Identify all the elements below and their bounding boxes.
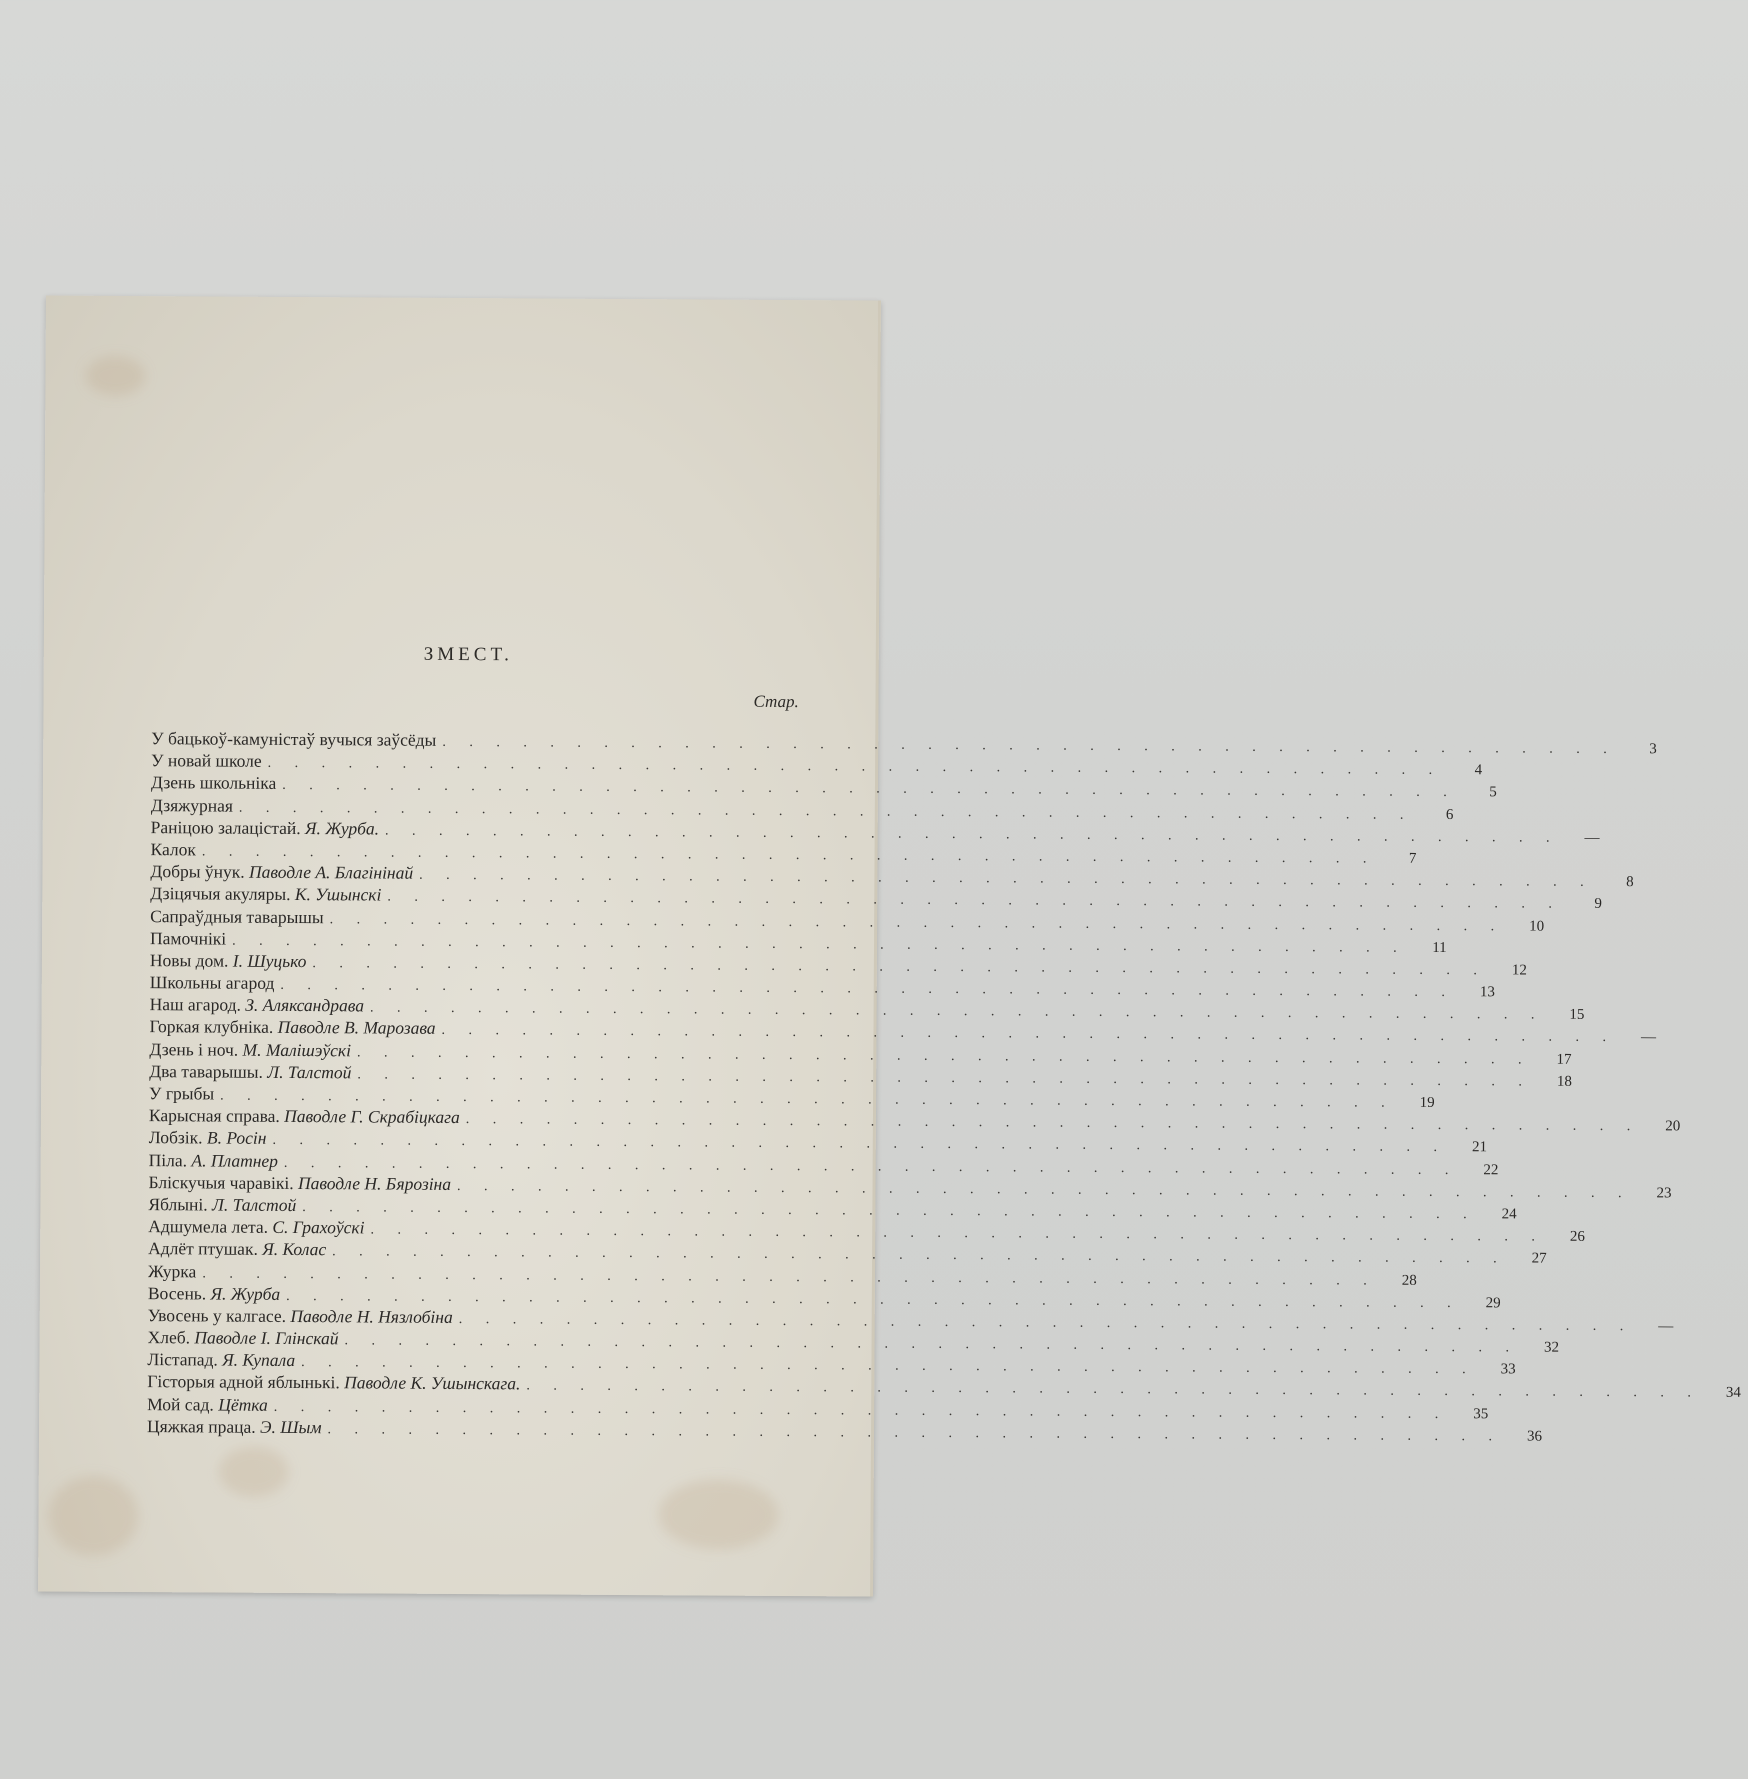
toc-entry-page-number: 8: [1626, 874, 1634, 891]
toc-entry-title-text: Гісторыя адной яблынькі.: [147, 1371, 340, 1393]
toc-entry-author: Л. Талстой: [267, 1061, 352, 1083]
toc-entry-title-text: Карысная справа.: [148, 1105, 280, 1127]
dot-leader: . . . . . . . . . . . . . . . . . . . . . . . . . . . . . . . . . . . . . . . . . . . .: [442, 734, 1617, 758]
dot-leader: . . . . . . . . . . . . . . . . . . . . . . . . . . . . . . . . . . . . . . . . . . . .: [441, 1023, 1617, 1046]
toc-entry-title-text: Горкая клубніка.: [149, 1016, 274, 1038]
toc-entry-page-number: 5: [1489, 784, 1497, 801]
toc-entry-title: [147, 1416, 322, 1438]
toc-entry-page-number: 19: [1419, 1094, 1435, 1111]
dot-leader: . . . . . . . . . . . . . . . . . . . . . . . . . . . . . . . . . . . . . . . . . . . .: [387, 889, 1562, 913]
toc-entry-title-text: Хлеб.: [147, 1327, 191, 1348]
toc-entry-title: [149, 1105, 460, 1128]
dot-leader: . . . . . . . . . . . . . . . . . . . . . . . . . . . . . . . . . . . . . . . . . . . .: [312, 955, 1487, 979]
dot-leader: . . . . . . . . . . . . . . . . . . . . . . . . . . . . . . . . . . . . . . . . . . . .: [280, 977, 1455, 1001]
toc-entry-title: [148, 1194, 296, 1216]
toc-entry-page-number: 17: [1556, 1051, 1572, 1068]
dot-leader: . . . . . . . . . . . . . . . . . . . . . . . . . . . . . . . . . . . . . . . . . . . .: [232, 933, 1407, 956]
toc-entry-page-number: 35: [1473, 1405, 1489, 1422]
dot-leader: . . . . . . . . . . . . . . . . . . . . . . . . . . . . . . . . . . . . . . . . . . . .: [282, 778, 1457, 801]
toc-entry-author: Э. Шым: [259, 1416, 322, 1437]
toc-entry-author: Паводле В. Марозава: [277, 1017, 436, 1039]
toc-entry-page-number: 10: [1529, 918, 1545, 935]
toc-entry-author: Паводле І. Глінскай: [194, 1327, 339, 1349]
toc-entry-title-text: Дзіцячыя акуляры.: [150, 883, 291, 905]
toc-entry-title-text: Дзень і ноч.: [149, 1038, 239, 1060]
dot-leader: . . . . . . . . . . . . . . . . . . . . . . . . . . . . . . . . . . . . . . . . . . . .: [202, 1265, 1377, 1289]
toc-entry-author: З. Аляксандрава: [245, 994, 365, 1016]
dot-leader: . . . . . . . . . . . . . . . . . . . . . . . . . . . . . . . . . . . . . . . . . . . .: [238, 800, 1414, 823]
toc-entry-author: Я. Журба: [210, 1283, 281, 1304]
toc-entry-title: [148, 1283, 280, 1305]
toc-entry-title: [149, 1150, 278, 1172]
toc-entry-title-text: Цяжкая праца.: [147, 1415, 256, 1437]
toc-entry-page-number: 32: [1543, 1339, 1560, 1356]
dot-leader: . . . . . . . . . . . . . . . . . . . . . . . . . . . . . . . . . . . . . . . . . . . .: [456, 1178, 1632, 1201]
toc-entry-title-text: Наш агарод.: [149, 994, 241, 1015]
toc-entry-title: [147, 1372, 520, 1395]
toc-entry-title-text: Сапраўдныя таварышы: [150, 905, 324, 927]
toc-entry-title: [151, 817, 379, 839]
toc-entry-title-text: У бацькоў-камуністаў вучыся заўсёды: [151, 728, 437, 750]
toc-entry-author: Паводле К. Ушынскага.: [344, 1372, 521, 1394]
toc-entry-page-number: 26: [1569, 1228, 1585, 1246]
toc-entry-title: [150, 972, 275, 994]
toc-entry-author: Паводле Н. Нязлобіна: [290, 1305, 453, 1327]
dot-leader: . . . . . . . . . . . . . . . . . . . . . . . . . . . . . . . . . . . . . . . . . . . .: [369, 1000, 1545, 1023]
toc-entry-title: [148, 1327, 339, 1349]
toc-entry-page-number: 29: [1485, 1294, 1501, 1312]
page-column-label: Стар.: [753, 691, 799, 712]
toc-entry-author: Я. Купала: [222, 1349, 296, 1371]
toc-entry-title: [149, 1017, 435, 1040]
toc-entry-title: [149, 1061, 351, 1083]
toc-entry-page-number: 3: [1649, 741, 1657, 758]
toc-entry-title: [147, 1349, 295, 1371]
dot-leader: . . . . . . . . . . . . . . . . . . . . . . . . . . . . . . . . . . . . . . . . . . . .: [356, 1045, 1532, 1068]
toc-entry-title-text: Адлёт птушак.: [148, 1238, 258, 1260]
dot-leader: . . . . . . . . . . . . . . . . . . . . . . . . . . . . . . . . . . . . . . . . . . . .: [272, 1133, 1448, 1156]
dot-leader: . . . . . . . . . . . . . . . . . . . . . . . . . . . . . . . . . . . . . . . . . . . .: [419, 867, 1594, 891]
dot-leader: . . . . . . . . . . . . . . . . . . . . . . . . . . . . . . . . . . . . . . . . . . . .: [465, 1112, 1641, 1135]
toc-entry-title-text: Дзяжурная: [150, 794, 234, 816]
toc-entry-title: [148, 1305, 453, 1328]
toc-entry-title-text: Памочнікі: [149, 927, 227, 949]
toc-entry-page-number: 15: [1569, 1007, 1585, 1024]
toc-entry-title-text: Новы дом.: [149, 949, 229, 971]
dot-leader: . . . . . . . . . . . . . . . . . . . . . . . . . . . . . . . . . . . . . . . . . . . .: [370, 1222, 1545, 1245]
toc-entry-title-text: Добры ўнук.: [150, 861, 245, 882]
toc-entry-title: [149, 1083, 214, 1104]
toc-entry-page-number: 12: [1511, 962, 1527, 979]
toc-entry-page-number: 21: [1471, 1139, 1488, 1156]
toc-entry-page-number: 18: [1556, 1073, 1572, 1090]
toc-entry-author: Цётка: [218, 1394, 268, 1415]
toc-entry-author: А. Платнер: [191, 1149, 279, 1171]
toc-entry-page-number: 33: [1500, 1361, 1516, 1378]
toc-entry-author: Паводле Г. Скрабіцкага: [284, 1106, 460, 1128]
toc-entry-title: [150, 994, 364, 1016]
paper-stain: [219, 1447, 289, 1497]
toc-entry-author: К. Ушынскі: [294, 884, 382, 905]
dot-leader: . . . . . . . . . . . . . . . . . . . . . . . . . . . . . . . . . . . . . . . . . . . .: [357, 1067, 1532, 1090]
toc-entry-title-text: Адшумела лета.: [148, 1216, 269, 1237]
dot-leader: . . . . . . . . . . . . . . . . . . . . . . . . . . . . . . . . . . . . . . . . . . . .: [329, 911, 1505, 934]
dot-leader: . . . . . . . . . . . . . . . . . . . . . . . . . . . . . . . . . . . . . . . . . . . .: [286, 1288, 1461, 1311]
toc-entry-title-text: Раніцою залацістай.: [150, 816, 301, 838]
toc-entry-title-text: Школьны агарод: [149, 972, 275, 993]
toc-entry-author: В. Росін: [206, 1127, 267, 1149]
toc-entry-title: [149, 1127, 267, 1149]
toc-entry-title: [148, 1261, 196, 1282]
toc-entry-page-number: 13: [1479, 984, 1495, 1001]
toc-entry-page-number: —: [1641, 1029, 1657, 1046]
dot-leader: . . . . . . . . . . . . . . . . . . . . . . . . . . . . . . . . . . . . . . . . . . . .: [301, 1355, 1476, 1378]
toc-entry-title: [150, 861, 413, 884]
toc-entry-title: [150, 883, 381, 905]
toc-entry-page-number: 20: [1665, 1118, 1681, 1135]
toc-entry-page-number: 23: [1656, 1185, 1672, 1202]
toc-entry-title-text: Піла.: [148, 1149, 188, 1170]
dot-leader: . . . . . . . . . . . . . . . . . . . . . . . . . . . . . . . . . . . . . . . . . . . .: [201, 844, 1377, 867]
toc-entry-page-number: 24: [1501, 1206, 1517, 1223]
dot-leader: . . . . . . . . . . . . . . . . . . . . . . . . . . . . . . . . . . . . . . . . . . . .: [344, 1333, 1520, 1356]
toc-entry-title-text: Бліскучыя чаравікі.: [148, 1171, 294, 1193]
dot-leader: . . . . . . . . . . . . . . . . . . . . . . . . . . . . . . . . . . . . . . . . . . . .: [302, 1199, 1477, 1223]
paper-stain: [85, 356, 145, 396]
toc-entry-title-text: Лобзік.: [148, 1127, 203, 1148]
toc-entry-title-text: Мой сад.: [147, 1393, 214, 1415]
dot-leader: . . . . . . . . . . . . . . . . . . . . . . . . . . . . . . . . . . . . . . . . . . . .: [267, 756, 1443, 779]
toc-entry-page-number: 4: [1474, 762, 1483, 779]
toc-entry-title: [150, 928, 226, 949]
toc-entry-title-text: Журка: [147, 1260, 197, 1281]
toc-entry-title: [148, 1172, 451, 1195]
toc-entry-title: [151, 839, 196, 860]
paper-stain: [658, 1479, 778, 1550]
toc-entry-title-text: Восень.: [147, 1282, 207, 1304]
toc-entry-title: [151, 750, 262, 772]
toc-entry-title-text: Яблыні.: [148, 1194, 208, 1215]
toc-entry-title-text: У новай школе: [151, 750, 262, 771]
toc-entry-page-number: —: [1658, 1318, 1674, 1335]
dot-leader: . . . . . . . . . . . . . . . . . . . . . . . . . . . . . . . . . . . . . . . . . . . .: [283, 1155, 1459, 1178]
toc-entry-title-text: Дзень школьніка: [150, 772, 277, 794]
toc-entry-author: М. Малішэўскі: [242, 1039, 352, 1060]
toc-entry-page-number: 11: [1432, 939, 1447, 956]
toc-entry-title: [151, 772, 276, 794]
dot-leader: . . . . . . . . . . . . . . . . . . . . . . . . . . . . . . . . . . . . . . . . . . . .: [385, 823, 1560, 846]
toc-entry-title: [150, 950, 307, 972]
toc-entry-page-number: 9: [1594, 896, 1602, 913]
toc-entry-author: Я. Журба.: [305, 817, 380, 839]
toc-entry-page-number: 27: [1531, 1250, 1547, 1267]
toc-entry-title: [151, 795, 233, 817]
toc-entry-author: Л. Талстой: [211, 1194, 297, 1215]
toc-entry-author: І. Шуцько: [232, 950, 307, 971]
dot-leader: . . . . . . . . . . . . . . . . . . . . . . . . . . . . . . . . . . . . . . . . . . . .: [458, 1311, 1634, 1335]
toc-entry-title: [148, 1216, 364, 1238]
toc-entry-title: [150, 906, 324, 928]
book-page: [38, 295, 1741, 1596]
toc-entry-page-number: 7: [1408, 850, 1417, 867]
toc-entry-title: [147, 1394, 268, 1416]
toc-entry: [147, 1415, 1543, 1445]
toc-entry-page-number: 34: [1725, 1385, 1741, 1402]
toc-entry-title-text: Два таварышы.: [149, 1060, 263, 1082]
toc-heading: ЗМЕСТ.: [423, 643, 514, 666]
toc-entry-author: С. Грахоўскі: [272, 1216, 365, 1238]
toc-entry-author: Я. Колас: [262, 1239, 327, 1260]
toc-entry-author: Паводле Н. Бярозіна: [297, 1172, 452, 1194]
toc-entry-page-number: 36: [1526, 1428, 1543, 1445]
toc-entry-title-text: Увосень у калгасе.: [147, 1304, 287, 1326]
toc-entry-title-text: У грыбы: [149, 1083, 215, 1104]
toc-entry-page-number: 28: [1401, 1272, 1417, 1289]
toc-entry-page-number: —: [1584, 829, 1600, 846]
toc-entry-page-number: 6: [1445, 806, 1454, 823]
toc-entry-title: [151, 728, 436, 751]
dot-leader: . . . . . . . . . . . . . . . . . . . . . . . . . . . . . . . . . . . . . . . . . . . .: [327, 1422, 1503, 1445]
toc-entry-title: [148, 1238, 326, 1260]
toc-entry-author: Паводле А. Благінінай: [248, 861, 414, 883]
paper-stain: [48, 1476, 138, 1557]
toc-entry-page-number: 22: [1483, 1161, 1499, 1178]
dot-leader: . . . . . . . . . . . . . . . . . . . . . . . . . . . . . . . . . . . . . . . . . . . .: [273, 1399, 1449, 1422]
toc-entry-title-text: Лістапад.: [147, 1349, 218, 1370]
table-of-contents: [147, 728, 1741, 1445]
toc-entry-title: [149, 1039, 351, 1061]
dot-leader: . . . . . . . . . . . . . . . . . . . . . . . . . . . . . . . . . . . . . . . . . . . .: [220, 1088, 1395, 1111]
toc-entry-title-text: Калок: [150, 839, 197, 860]
dot-leader: . . . . . . . . . . . . . . . . . . . . . . . . . . . . . . . . . . . . . . . . . . . .: [332, 1244, 1507, 1267]
dot-leader: . . . . . . . . . . . . . . . . . . . . . . . . . . . . . . . . . . . . . . . . . . . .: [526, 1378, 1701, 1402]
